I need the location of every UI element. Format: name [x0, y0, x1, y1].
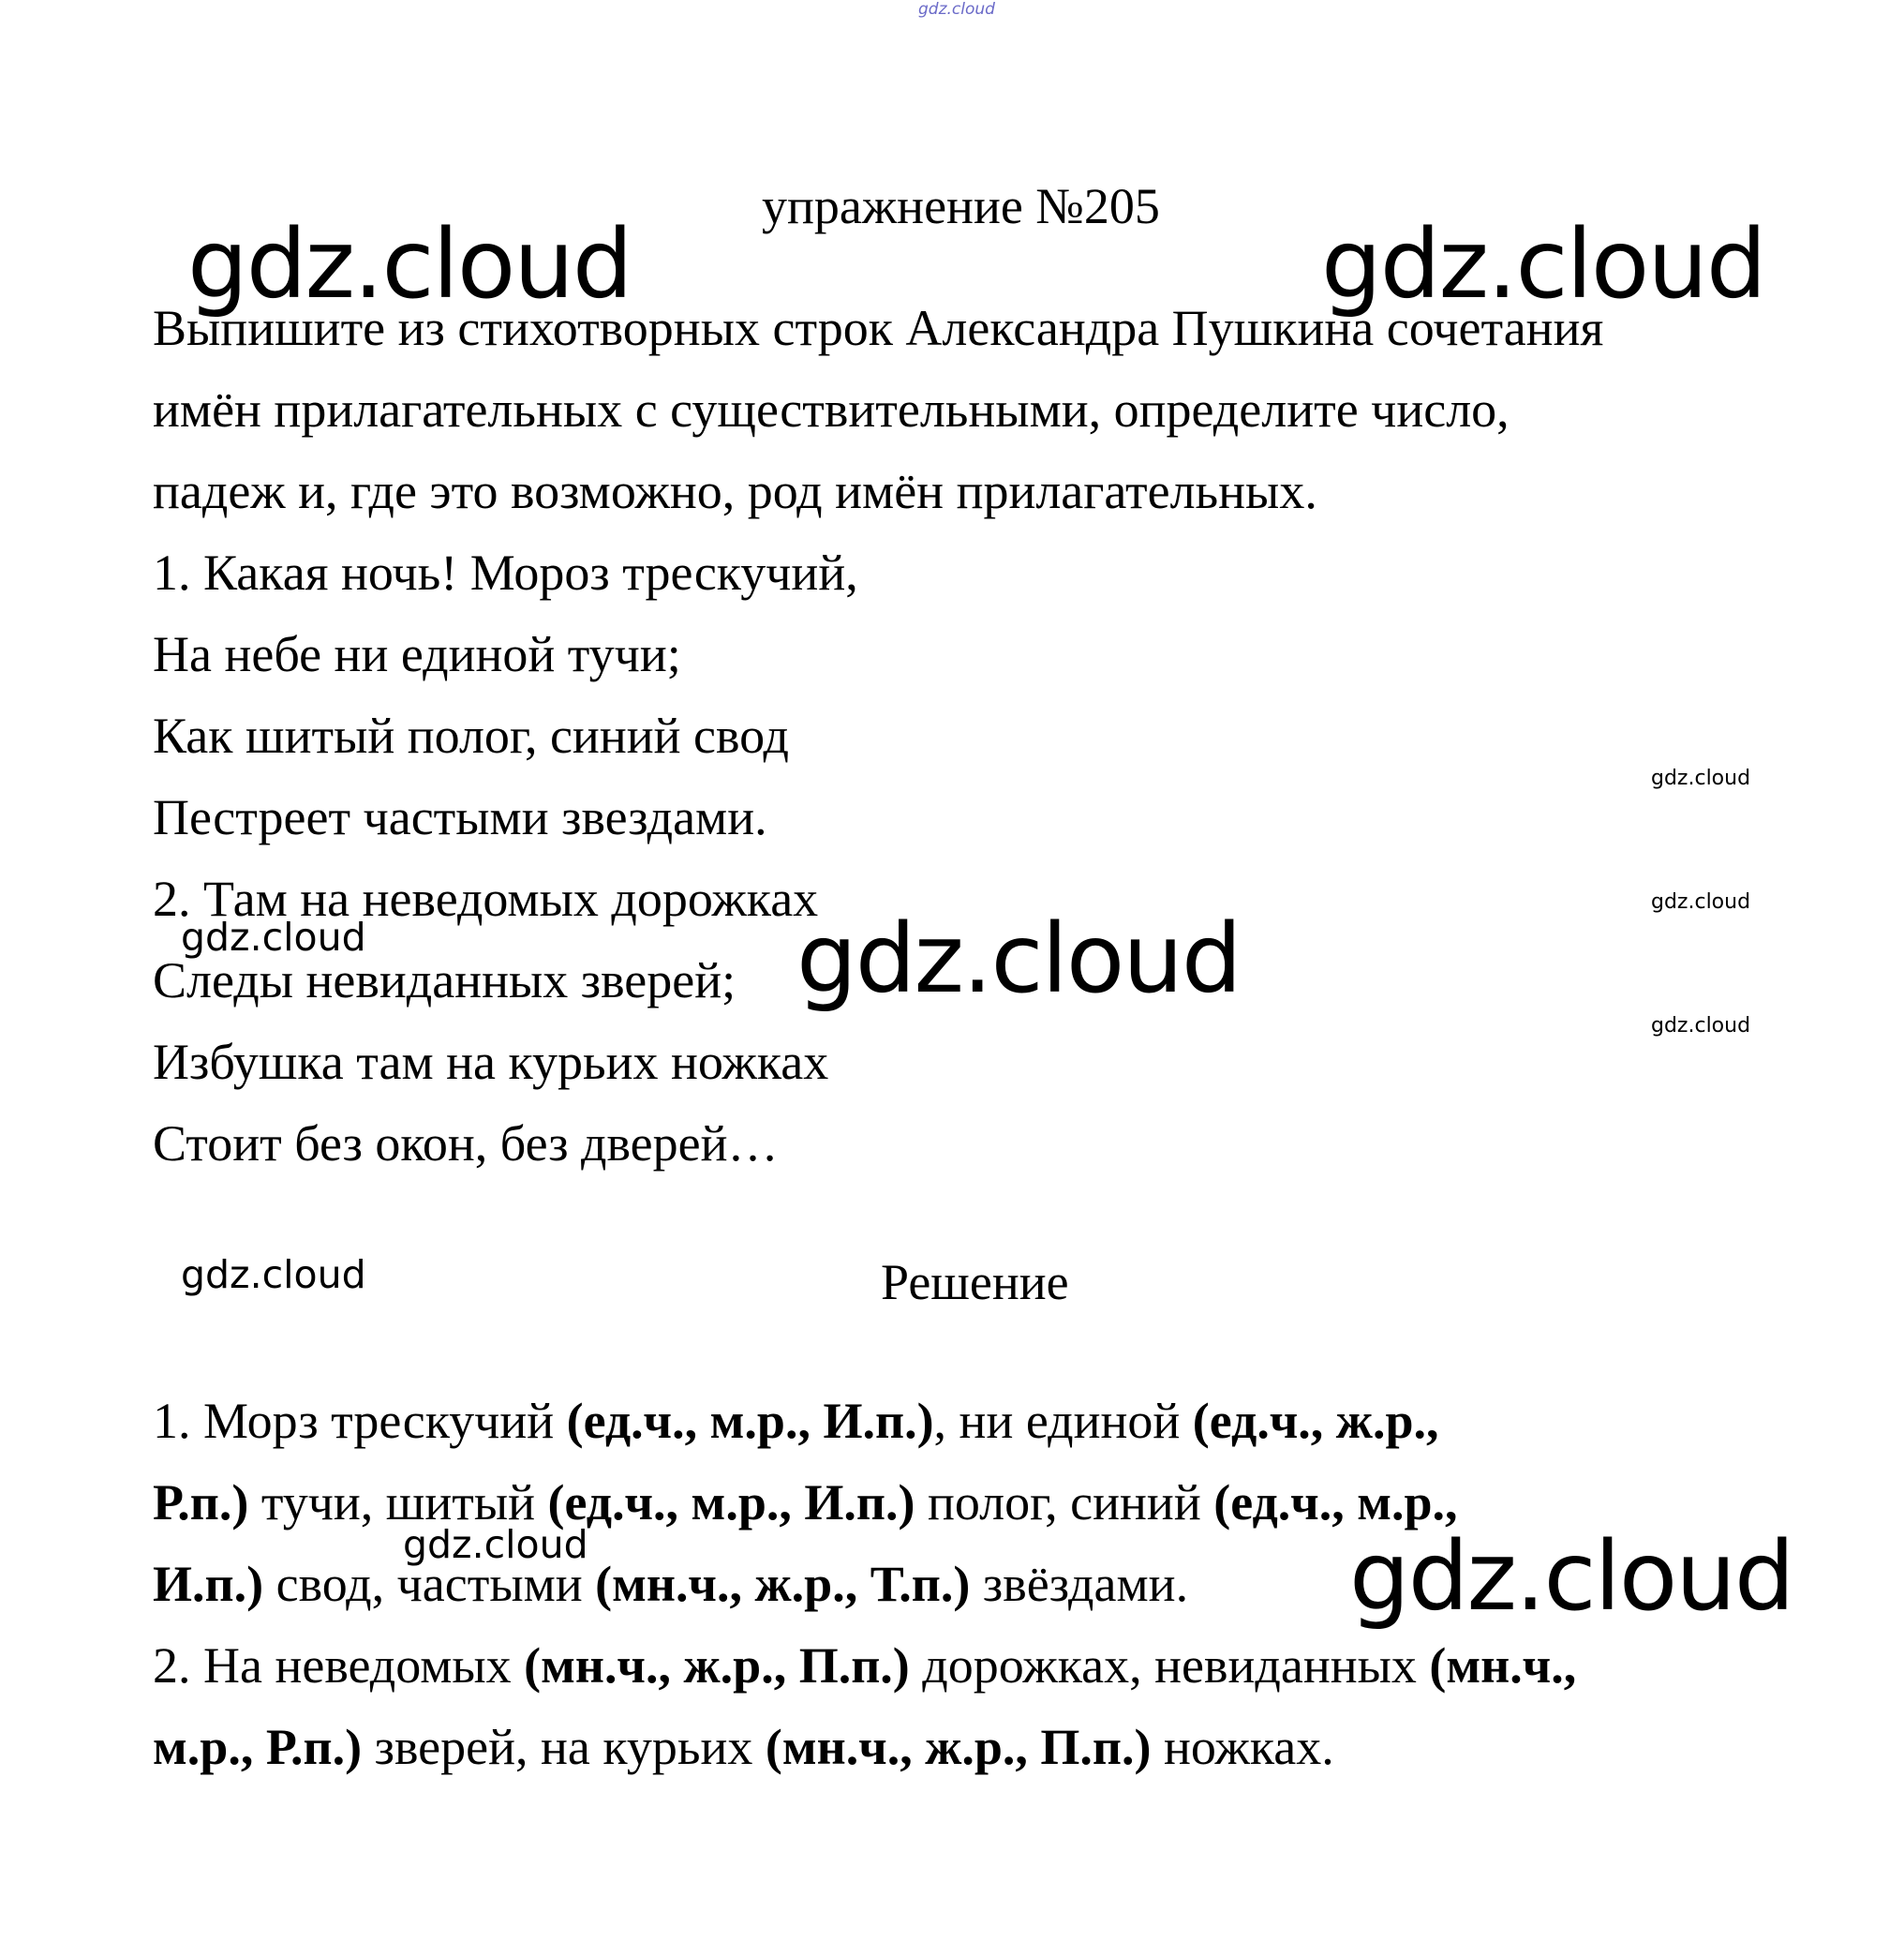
solution-seg-bold: (ед.ч., м.р., И.п.) [566, 1393, 934, 1449]
solution-seg-bold: (мн.ч., ж.р., П.п.) [524, 1637, 910, 1694]
solution-seg: 1. Морз трескучий [153, 1393, 567, 1449]
solution-seg: свод, частыми [263, 1556, 596, 1612]
watermark-big-3: gdz.cloud [796, 903, 1241, 1015]
exercise-title: упражнение №205 [762, 178, 1160, 234]
watermark-small-1: gdz.cloud [1651, 767, 1751, 790]
watermark-small-3: gdz.cloud [1651, 1014, 1751, 1038]
watermark-mid-2: gdz.cloud [181, 1252, 366, 1297]
solution-seg: зверей, на курьих [362, 1719, 766, 1775]
task-line-2: имён прилагательных с существительными, определите число, [153, 381, 1510, 438]
solution-seg-bold: Р.п.) [153, 1474, 249, 1530]
solution-seg: 2. На неведомых [153, 1637, 525, 1694]
watermark-big-2: gdz.cloud [1321, 209, 1765, 321]
poem-line-8: Стоит без окон, без дверей… [153, 1115, 779, 1172]
solution-seg-bold: (ед.ч., ж.р., [1192, 1393, 1439, 1449]
poem-line-1: 1. Какая ночь! Мороз трескучий, [153, 545, 858, 601]
poem-line-2: На небе ни единой тучи; [153, 626, 681, 682]
solution-seg-bold: И.п.) [153, 1556, 264, 1612]
solution-seg-bold: м.р., Р.п.) [153, 1719, 363, 1775]
poem-line-5: 2. Там на неведомых дорожках [153, 871, 819, 927]
solution-seg: полог, синий [915, 1474, 1214, 1530]
solution-seg: , ни единой [933, 1393, 1193, 1449]
solution-seg: ножках. [1151, 1719, 1334, 1775]
poem-line-3: Как шитый полог, синий свод [153, 708, 790, 764]
solution-line-5 [153, 1719, 1334, 1775]
solution-seg: звёздами. [970, 1556, 1189, 1612]
solution-seg-bold: (мн.ч., ж.р., Т.п.) [595, 1556, 971, 1612]
solution-seg: тучи, шитый [248, 1474, 548, 1530]
solution-seg: дорожках, невиданных [909, 1637, 1430, 1694]
watermark-top: gdz.cloud [918, 0, 995, 19]
poem-line-6: Следы невиданных зверей; [153, 952, 736, 1008]
solution-line-2 [153, 1474, 1458, 1530]
task-line-1: Выпишите из стихотворных строк Александра Пушкина сочетания [153, 300, 1604, 356]
watermark-big-1: gdz.cloud [187, 209, 632, 321]
watermark-mid-1: gdz.cloud [181, 915, 366, 960]
solution-seg-bold: (мн.ч., ж.р., П.п.) [765, 1719, 1152, 1775]
solution-title: Решение [881, 1254, 1069, 1310]
poem-line-4: Пестреет частыми звездами. [153, 789, 767, 845]
watermark-mid-3: gdz.cloud [403, 1522, 588, 1567]
watermark-big-4: gdz.cloud [1349, 1521, 1793, 1633]
solution-line-1 [153, 1393, 1438, 1449]
watermark-small-2: gdz.cloud [1651, 890, 1751, 914]
solution-seg-bold: (ед.ч., м.р., [1213, 1474, 1458, 1530]
solution-line-4 [153, 1637, 1576, 1694]
task-line-3: падеж и, где это возможно, род имён прилагательных. [153, 463, 1317, 519]
solution-seg-bold: (ед.ч., м.р., И.п.) [547, 1474, 915, 1530]
solution-seg-bold: (мн.ч., [1429, 1637, 1577, 1694]
solution-line-3 [153, 1556, 1188, 1612]
poem-line-7: Избушка там на курьих ножках [153, 1034, 829, 1090]
